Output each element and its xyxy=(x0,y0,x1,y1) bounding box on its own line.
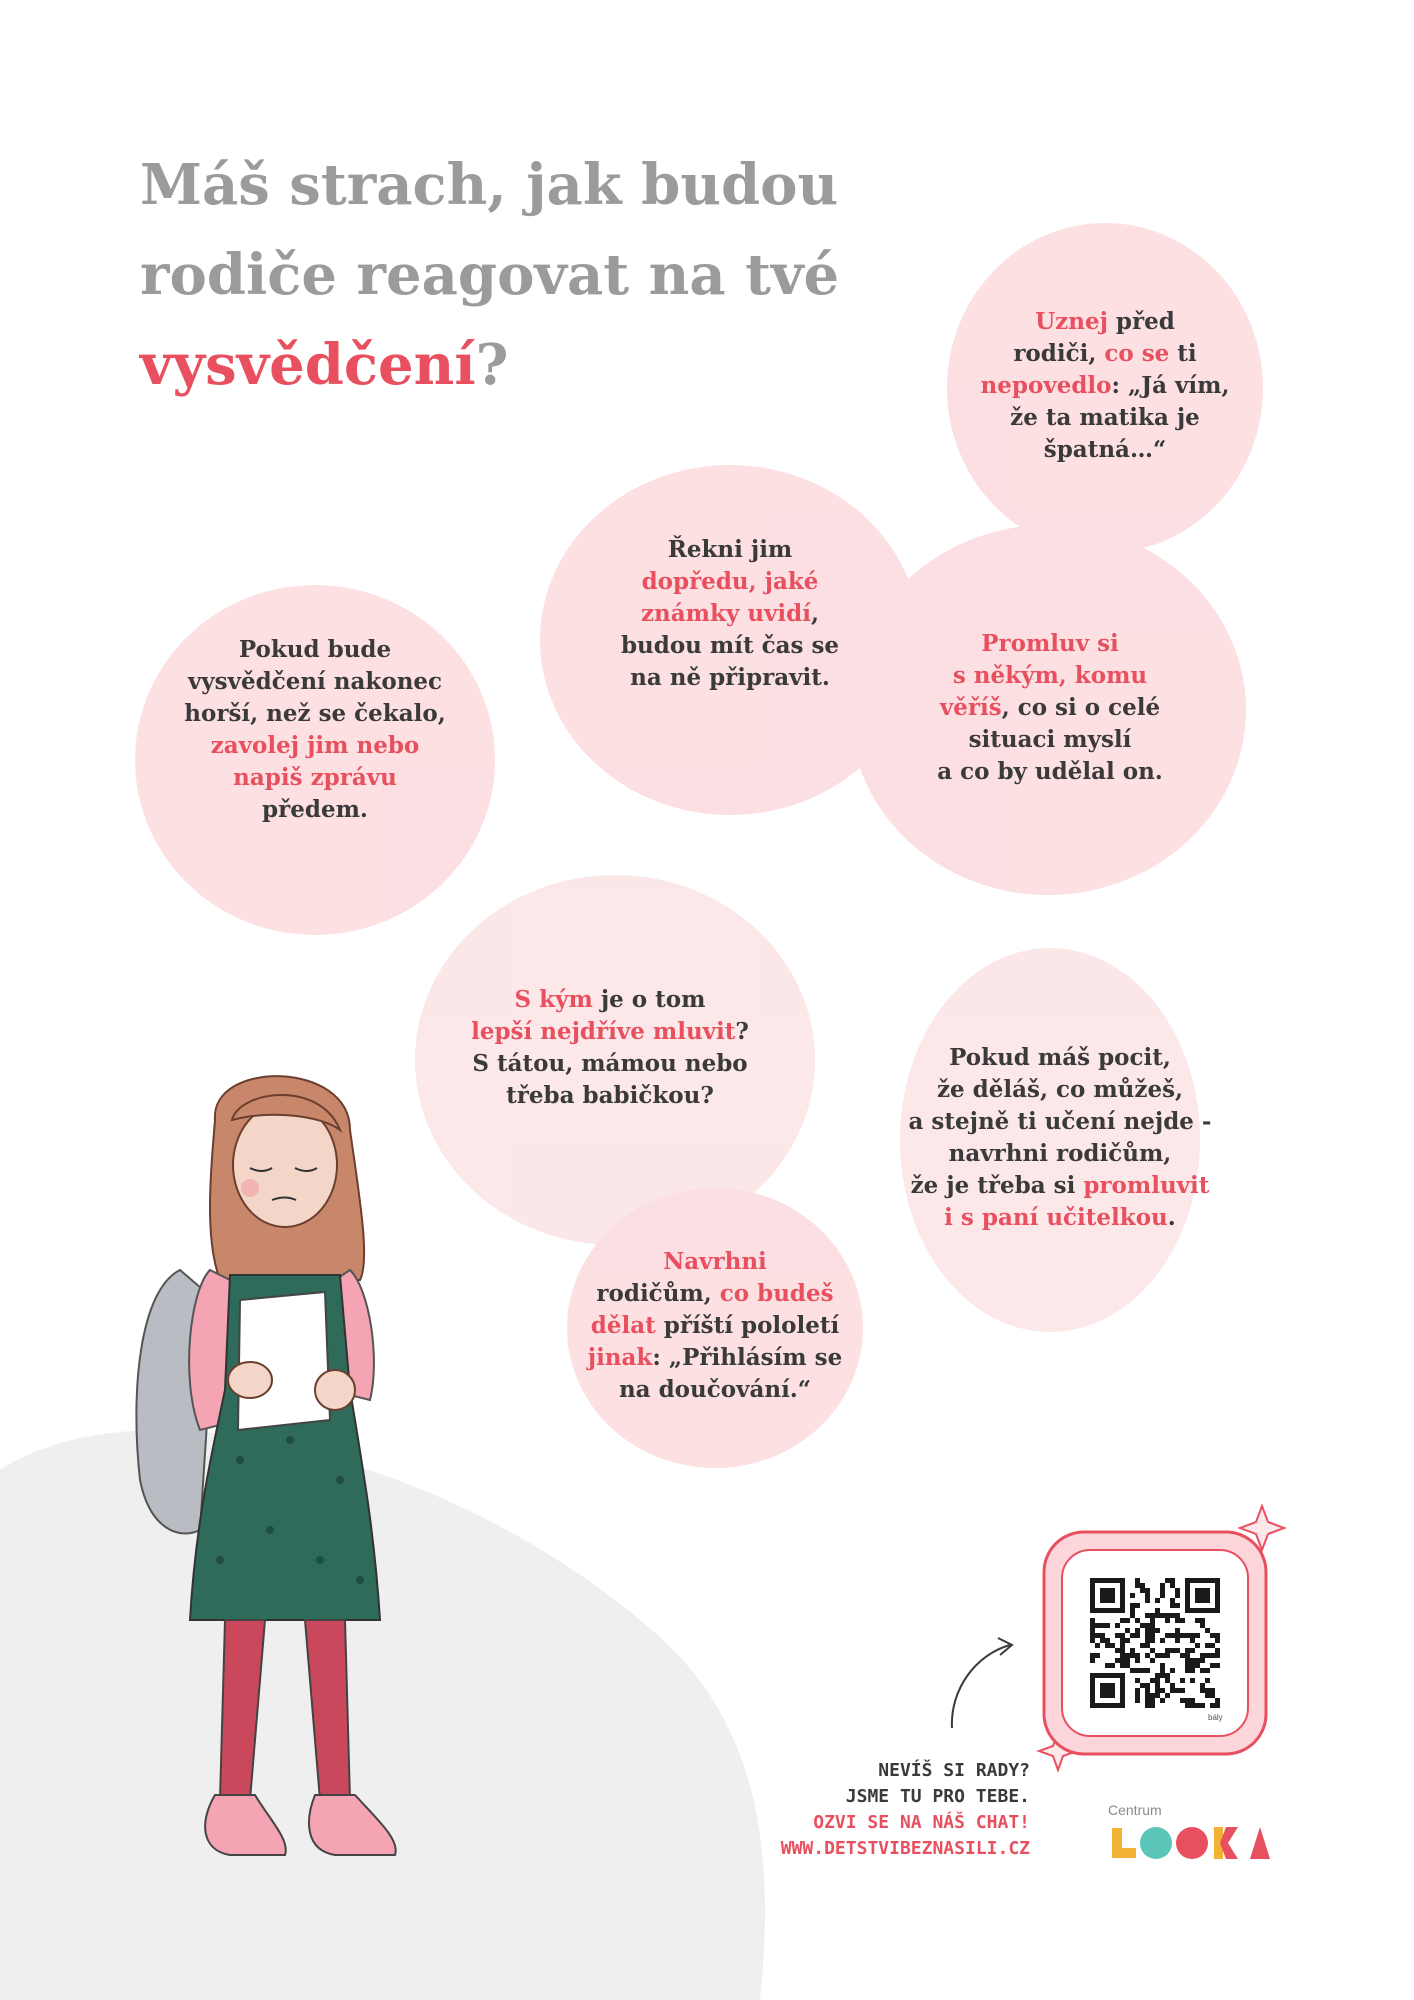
title-text: Máš strach, jak budou xyxy=(140,152,839,218)
title-line xyxy=(140,140,900,230)
bubble-uznej-text: ti xyxy=(1169,340,1197,367)
bubble-s-kym-line xyxy=(440,1080,780,1112)
bubble-uznej-text: : „Já vím, xyxy=(1111,372,1230,399)
bubble-uznej-text xyxy=(960,306,1250,466)
bubble-s-kym-line xyxy=(440,1016,780,1048)
bubble-uznej-line xyxy=(960,434,1250,466)
bubble-promluv-highlight: Promluv si xyxy=(981,630,1119,657)
title-text: rodiče reagovat na tvé xyxy=(140,242,840,308)
page-title xyxy=(140,140,900,410)
bubble-rekni-text: Řekni jim xyxy=(667,536,793,563)
bubble-uznej-text: že ta matika je xyxy=(1010,404,1200,431)
logo-centrum-text: Centrum xyxy=(1108,1802,1162,1818)
bubble-pokud-bude-line xyxy=(160,634,470,666)
bubble-navrhni-text: příští pololetí xyxy=(655,1312,840,1339)
bubble-s-kym-text: ? xyxy=(735,1018,749,1045)
bubble-pokud-mas-highlight: i s paní učitelkou xyxy=(944,1204,1168,1231)
bubble-promluv-text: , co si o celé xyxy=(1001,694,1161,721)
bubble-pokud-mas-text: a stejně ti učení nejde - xyxy=(908,1108,1212,1135)
bubble-navrhni-text: na doučování.“ xyxy=(618,1376,812,1403)
bubble-promluv-line xyxy=(895,692,1205,724)
bubble-uznej-line xyxy=(960,338,1250,370)
bubble-pokud-bude-highlight: napiš zprávu xyxy=(233,764,397,791)
contact-line-3: OZVI SE NA NÁŠ CHAT! xyxy=(813,1812,1030,1833)
bubble-rekni-text: budou mít čas se xyxy=(620,632,840,659)
bubble-rekni-line xyxy=(580,566,880,598)
bubble-rekni-text: , xyxy=(810,600,819,627)
bubble-promluv-line xyxy=(895,724,1205,756)
bubble-rekni-text: na ně připravit. xyxy=(630,664,830,691)
bubble-rekni-highlight: známky uvidí xyxy=(641,600,811,627)
bubble-rekni-line xyxy=(580,662,880,694)
bubble-pokud-bude-text: předem. xyxy=(262,796,368,823)
bubble-promluv-highlight: věříš xyxy=(939,694,1002,721)
bubble-pokud-bude-text: vysvědčení nakonec xyxy=(187,668,443,695)
bubble-uznej-text: před xyxy=(1107,308,1175,335)
bubble-pokud-bude-highlight: zavolej jim nebo xyxy=(210,732,420,759)
bubble-promluv-line xyxy=(895,756,1205,788)
bubble-pokud-mas-text: navrhni rodičům, xyxy=(948,1140,1172,1167)
bubble-pokud-bude-line xyxy=(160,698,470,730)
bubble-uznej-text: špatná…“ xyxy=(1043,436,1167,463)
title-line xyxy=(140,320,900,410)
bubble-pokud-mas-line xyxy=(895,1106,1225,1138)
contact-line-1: NEVÍŠ SI RADY? xyxy=(878,1760,1030,1781)
bubble-pokud-mas-line xyxy=(895,1202,1225,1234)
bubble-rekni-highlight: dopředu, jaké xyxy=(641,568,819,595)
bubble-rekni-line xyxy=(580,534,880,566)
bubble-uznej-line xyxy=(960,402,1250,434)
logo-word-text: LOGIKA xyxy=(1110,1820,1115,1821)
bubble-rekni-line xyxy=(580,598,880,630)
qr-code-frame[interactable] xyxy=(1040,1528,1270,1758)
bubble-navrhni-highlight: dělat xyxy=(590,1312,656,1339)
bubble-navrhni-highlight: jinak xyxy=(587,1344,653,1371)
bubble-rekni-text xyxy=(580,534,880,694)
bubble-s-kym-text: je o tom xyxy=(592,986,706,1013)
bubble-pokud-bude-line xyxy=(160,730,470,762)
bubble-promluv-highlight: s někým, komu xyxy=(952,662,1148,689)
bubble-s-kym-highlight: S kým xyxy=(514,986,593,1013)
bubble-pokud-mas-text: . xyxy=(1167,1204,1176,1231)
bubble-navrhni-line xyxy=(575,1278,855,1310)
bubble-pokud-mas-text: že je třeba si xyxy=(910,1172,1084,1199)
bubble-pokud-mas-text: že děláš, co můžeš, xyxy=(936,1076,1184,1103)
bubble-promluv-line xyxy=(895,628,1205,660)
bubble-pokud-mas-line xyxy=(895,1170,1225,1202)
bubble-navrhni-line xyxy=(575,1342,855,1374)
bubble-uznej-line xyxy=(960,306,1250,338)
arrow-icon xyxy=(952,1645,1010,1728)
title-text: ? xyxy=(475,332,509,398)
bubble-s-kym-line xyxy=(440,1048,780,1080)
bubble-s-kym-text: S tátou, mámou nebo xyxy=(472,1050,748,1077)
bubble-s-kym-text xyxy=(440,984,780,1112)
bubble-rekni-line xyxy=(580,630,880,662)
contact-line-2: JSME TU PRO TEBE. xyxy=(845,1786,1030,1807)
bubble-navrhni-text: : „Přihlásím se xyxy=(652,1344,843,1371)
bubble-promluv-text: situaci myslí xyxy=(968,726,1132,753)
bubble-pokud-mas-line xyxy=(895,1042,1225,1074)
bubble-navrhni-line xyxy=(575,1374,855,1406)
bubble-pokud-bude-text: Pokud bude xyxy=(238,636,392,663)
bubble-pokud-mas-highlight: promluvit xyxy=(1083,1172,1210,1199)
bubble-promluv-text: a co by udělal on. xyxy=(937,758,1163,785)
bubble-uznej-highlight: Uznej xyxy=(1035,308,1108,335)
bubble-navrhni-highlight: Navrhni xyxy=(663,1248,767,1275)
bubble-pokud-bude-line xyxy=(160,666,470,698)
bubble-pokud-bude-line xyxy=(160,762,470,794)
bubble-promluv-line xyxy=(895,660,1205,692)
girl-illustration xyxy=(120,1060,480,1880)
bubble-navrhni-line xyxy=(575,1246,855,1278)
bubble-s-kym-text: třeba babičkou? xyxy=(506,1082,714,1109)
bubble-pokud-mas-line xyxy=(895,1074,1225,1106)
bubble-uznej-text: rodiči, xyxy=(1013,340,1105,367)
bubble-pokud-mas-line xyxy=(895,1138,1225,1170)
logika-logo xyxy=(1110,1820,1270,1864)
bubble-pokud-mas-text xyxy=(895,1042,1225,1234)
bubble-navrhni-text: rodičům, xyxy=(596,1280,720,1307)
qr-caption: bály xyxy=(1208,1713,1223,1722)
bubble-navrhni-line xyxy=(575,1310,855,1342)
bubble-promluv-text xyxy=(895,628,1205,788)
bubble-s-kym-line xyxy=(440,984,780,1016)
bubble-pokud-bude-text xyxy=(160,634,470,826)
contact-info xyxy=(640,1758,1030,1862)
bubble-pokud-bude-line xyxy=(160,794,470,826)
bubble-uznej-highlight: nepovedlo xyxy=(980,372,1112,399)
bubble-uznej-line xyxy=(960,370,1250,402)
bubble-pokud-bude-text: horší, než se čekalo, xyxy=(184,700,446,727)
bubble-s-kym-highlight: lepší nejdříve mluvit xyxy=(471,1018,736,1045)
bubble-navrhni-text xyxy=(575,1246,855,1406)
title-highlight: vysvědčení xyxy=(140,332,476,398)
bubble-pokud-mas-text: Pokud máš pocit, xyxy=(949,1044,1171,1071)
website-link[interactable]: WWW.DETSTVIBEZNASILI.CZ xyxy=(780,1838,1030,1859)
bubble-uznej-highlight: co se xyxy=(1104,340,1170,367)
title-line xyxy=(140,230,900,320)
bubble-navrhni-highlight: co budeš xyxy=(719,1280,834,1307)
